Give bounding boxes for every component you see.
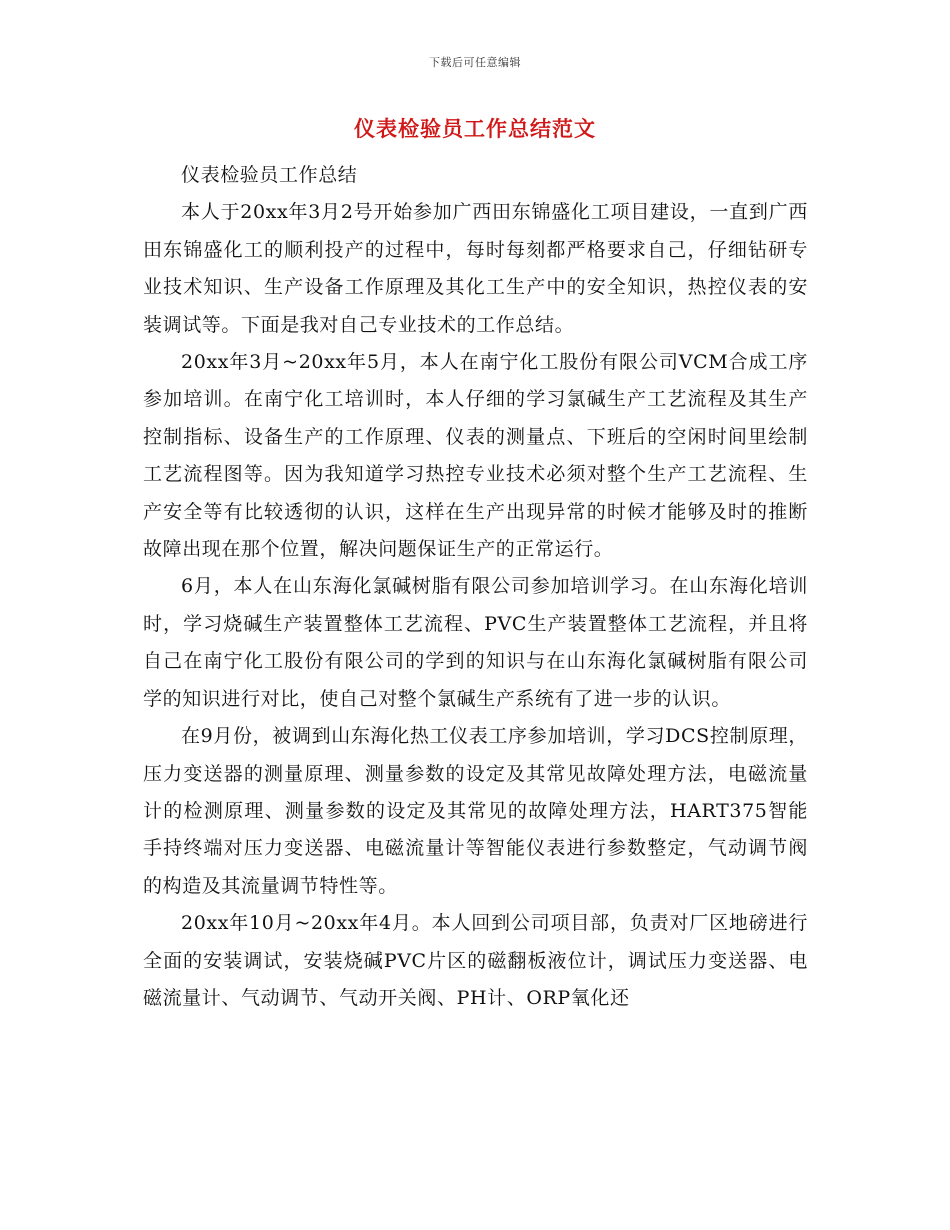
document-subtitle: 仪表检验员工作总结 bbox=[181, 164, 358, 186]
paragraph: 在9月份，被调到山东海化热工仪表工序参加培训，学习DCS控制原理，压力变送器的测量原理、测量参数的设定及其常见故障处理方法，电磁流量计的检测原理、测量参数的设定及其常见的故障处理方法，HART375智能手持终端对压力变送器、电磁流量计等智能仪表进行参数整定，气动调节阀的构造及其流量调节特性等。 bbox=[143, 725, 808, 897]
document-title: 仪表检验员工作总结范文 bbox=[354, 116, 596, 141]
paragraph: 6月，本人在山东海化氯碱树脂有限公司参加培训学习。在山东海化培训时，学习烧碱生产装置整体工艺流程、PVC生产装置整体工艺流程，并且将自己在南宁化工股份有限公司的学到的知识与在山东海化氯碱树脂有限公司学的知识进行对比，使自己对整个氯碱生产系统有了进一步的认识。 bbox=[143, 575, 808, 710]
document-body bbox=[143, 157, 808, 1017]
header-note: 下载后可任意编辑 bbox=[429, 56, 521, 69]
paragraph: 20xx年3月~20xx年5月，本人在南宁化工股份有限公司VCM合成工序参加培训。在南宁化工培训时，本人仔细的学习氯碱生产工艺流程及其生产控制指标、设备生产的工作原理、仪表的测量点、下班后的空闲时间里绘制工艺流程图等。因为我知道学习热控专业技术必须对整个生产工艺流程、生产安全等有比较透彻的认识，这样在生产出现异常的时候才能够及时的推断故障出现在那个位置，解决问题保证生产的正常运行。 bbox=[143, 351, 808, 561]
paragraph: 本人于20xx年3月2号开始参加广西田东锦盛化工项目建设，一直到广西田东锦盛化工的顺利投产的过程中，每时每刻都严格要求自己，仔细钻研专业技术知识、生产设备工作原理及其化工生产中的安全知识，热控仪表的安装调试等。下面是我对自己专业技术的工作总结。 bbox=[143, 201, 808, 336]
paragraph: 20xx年10月~20xx年4月。本人回到公司项目部，负责对厂区地磅进行全面的安装调试，安装烧碱PVC片区的磁翻板液位计，调试压力变送器、电磁流量计、气动调节、气动开关阀、PH计、ORP氧化还 bbox=[143, 912, 808, 1009]
